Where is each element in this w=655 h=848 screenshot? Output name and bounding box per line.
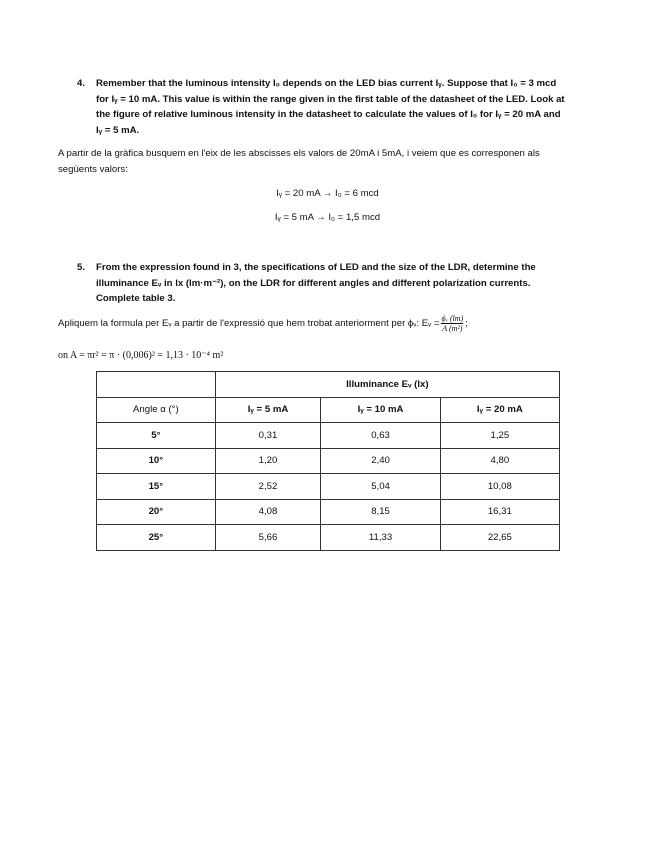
table-cell: 1,20 — [215, 448, 321, 474]
table-cell: 11,33 — [321, 525, 440, 551]
table-cell-angle: 5° — [97, 423, 216, 449]
answer-5-line-end: ; — [465, 318, 468, 330]
question-4-line-3: the figure of relative luminous intensity in the datasheet to calculate the values of I₀ for Iᵧ = 20 mA and — [96, 109, 561, 120]
table-header-20ma: Iᵧ = 20 mA — [440, 397, 559, 423]
table-row — [97, 448, 560, 474]
answer-4-line-2: següents valors: — [58, 163, 128, 175]
table-group-header-row — [97, 372, 560, 398]
table-cell-angle: 20° — [97, 499, 216, 525]
table-cell: 0,63 — [321, 423, 440, 449]
illuminance-fraction — [441, 314, 463, 333]
result-20ma: Iᵧ = 20 mA → I₀ = 6 mcd — [276, 188, 379, 199]
question-5-number: 5. — [77, 262, 86, 273]
fraction-numerator: ϕᵥ (lm) — [441, 314, 464, 323]
table-cell: 16,31 — [440, 499, 559, 525]
question-5-line-1: From the expression found in 3, the specifications of LED and the size of the LDR, determine the — [96, 262, 536, 273]
question-4-line-4: Iᵧ = 5 mA. — [96, 124, 140, 136]
table-row — [97, 474, 560, 500]
answer-5-formula-line — [58, 314, 598, 334]
table-row — [97, 423, 560, 449]
table-header-5ma: Iᵧ = 5 mA — [215, 397, 321, 423]
question-4-number: 4. — [77, 78, 86, 89]
question-4-line-2: for Iᵧ = 10 mA. This value is within the range given in the first table of the datasheet of the LED. Look at — [96, 93, 565, 105]
table-row — [97, 499, 560, 525]
answer-5-line-1: Apliquem la formula per Eᵥ a partir de l'expressió que hem trobat anteriorment per ϕᵥ: Eᵥ = — [58, 318, 440, 330]
table-cell: 2,40 — [321, 448, 440, 474]
table-header-row — [97, 397, 560, 423]
answer-4 — [58, 146, 598, 177]
table-cell: 5,04 — [321, 474, 440, 500]
table-row — [97, 525, 560, 551]
table-cell: 8,15 — [321, 499, 440, 525]
result-5ma: Iᵧ = 5 mA → I₀ = 1,5 mcd — [274, 212, 381, 223]
table-cell: 1,25 — [440, 423, 559, 449]
table-cell-angle: 15° — [97, 474, 216, 500]
table-header-angle: Angle α (°) — [97, 397, 216, 423]
question-5-line-3: Complete table 3. — [96, 293, 176, 304]
illuminance-table — [96, 371, 560, 551]
question-4 — [77, 76, 597, 138]
fraction-denominator: A (m²) — [442, 324, 463, 333]
table-cell: 22,65 — [440, 525, 559, 551]
area-formula: on A = πr² = π · (0,006)² = 1,13 · 10⁻⁴ m² — [58, 350, 224, 361]
table-cell-angle: 10° — [97, 448, 216, 474]
table-corner-cell — [97, 372, 216, 398]
answer-4-line-1: A partir de la gràfica busquem en l'eix de les abscisses els valors de 20mA i 5mA, i veiem que es corresponen als — [58, 148, 540, 159]
table-cell: 0,31 — [215, 423, 321, 449]
question-5 — [77, 260, 597, 307]
table-group-header: Illuminance Eᵥ (lx) — [215, 372, 559, 398]
table-cell: 5,66 — [215, 525, 321, 551]
table-cell: 4,80 — [440, 448, 559, 474]
table-cell: 4,08 — [215, 499, 321, 525]
question-4-line-1: Remember that the luminous intensity I₀ depends on the LED bias current Iᵧ. Suppose that I₀ = 3 mcd — [96, 78, 557, 89]
table-cell-angle: 25° — [97, 525, 216, 551]
table-header-10ma: Iᵧ = 10 mA — [321, 397, 440, 423]
table-cell: 2,52 — [215, 474, 321, 500]
table-cell: 10,08 — [440, 474, 559, 500]
question-5-line-2: illuminance Eᵥ in lx (lm·m⁻²), on the LDR for different angles and different polarization currents. — [96, 277, 531, 289]
